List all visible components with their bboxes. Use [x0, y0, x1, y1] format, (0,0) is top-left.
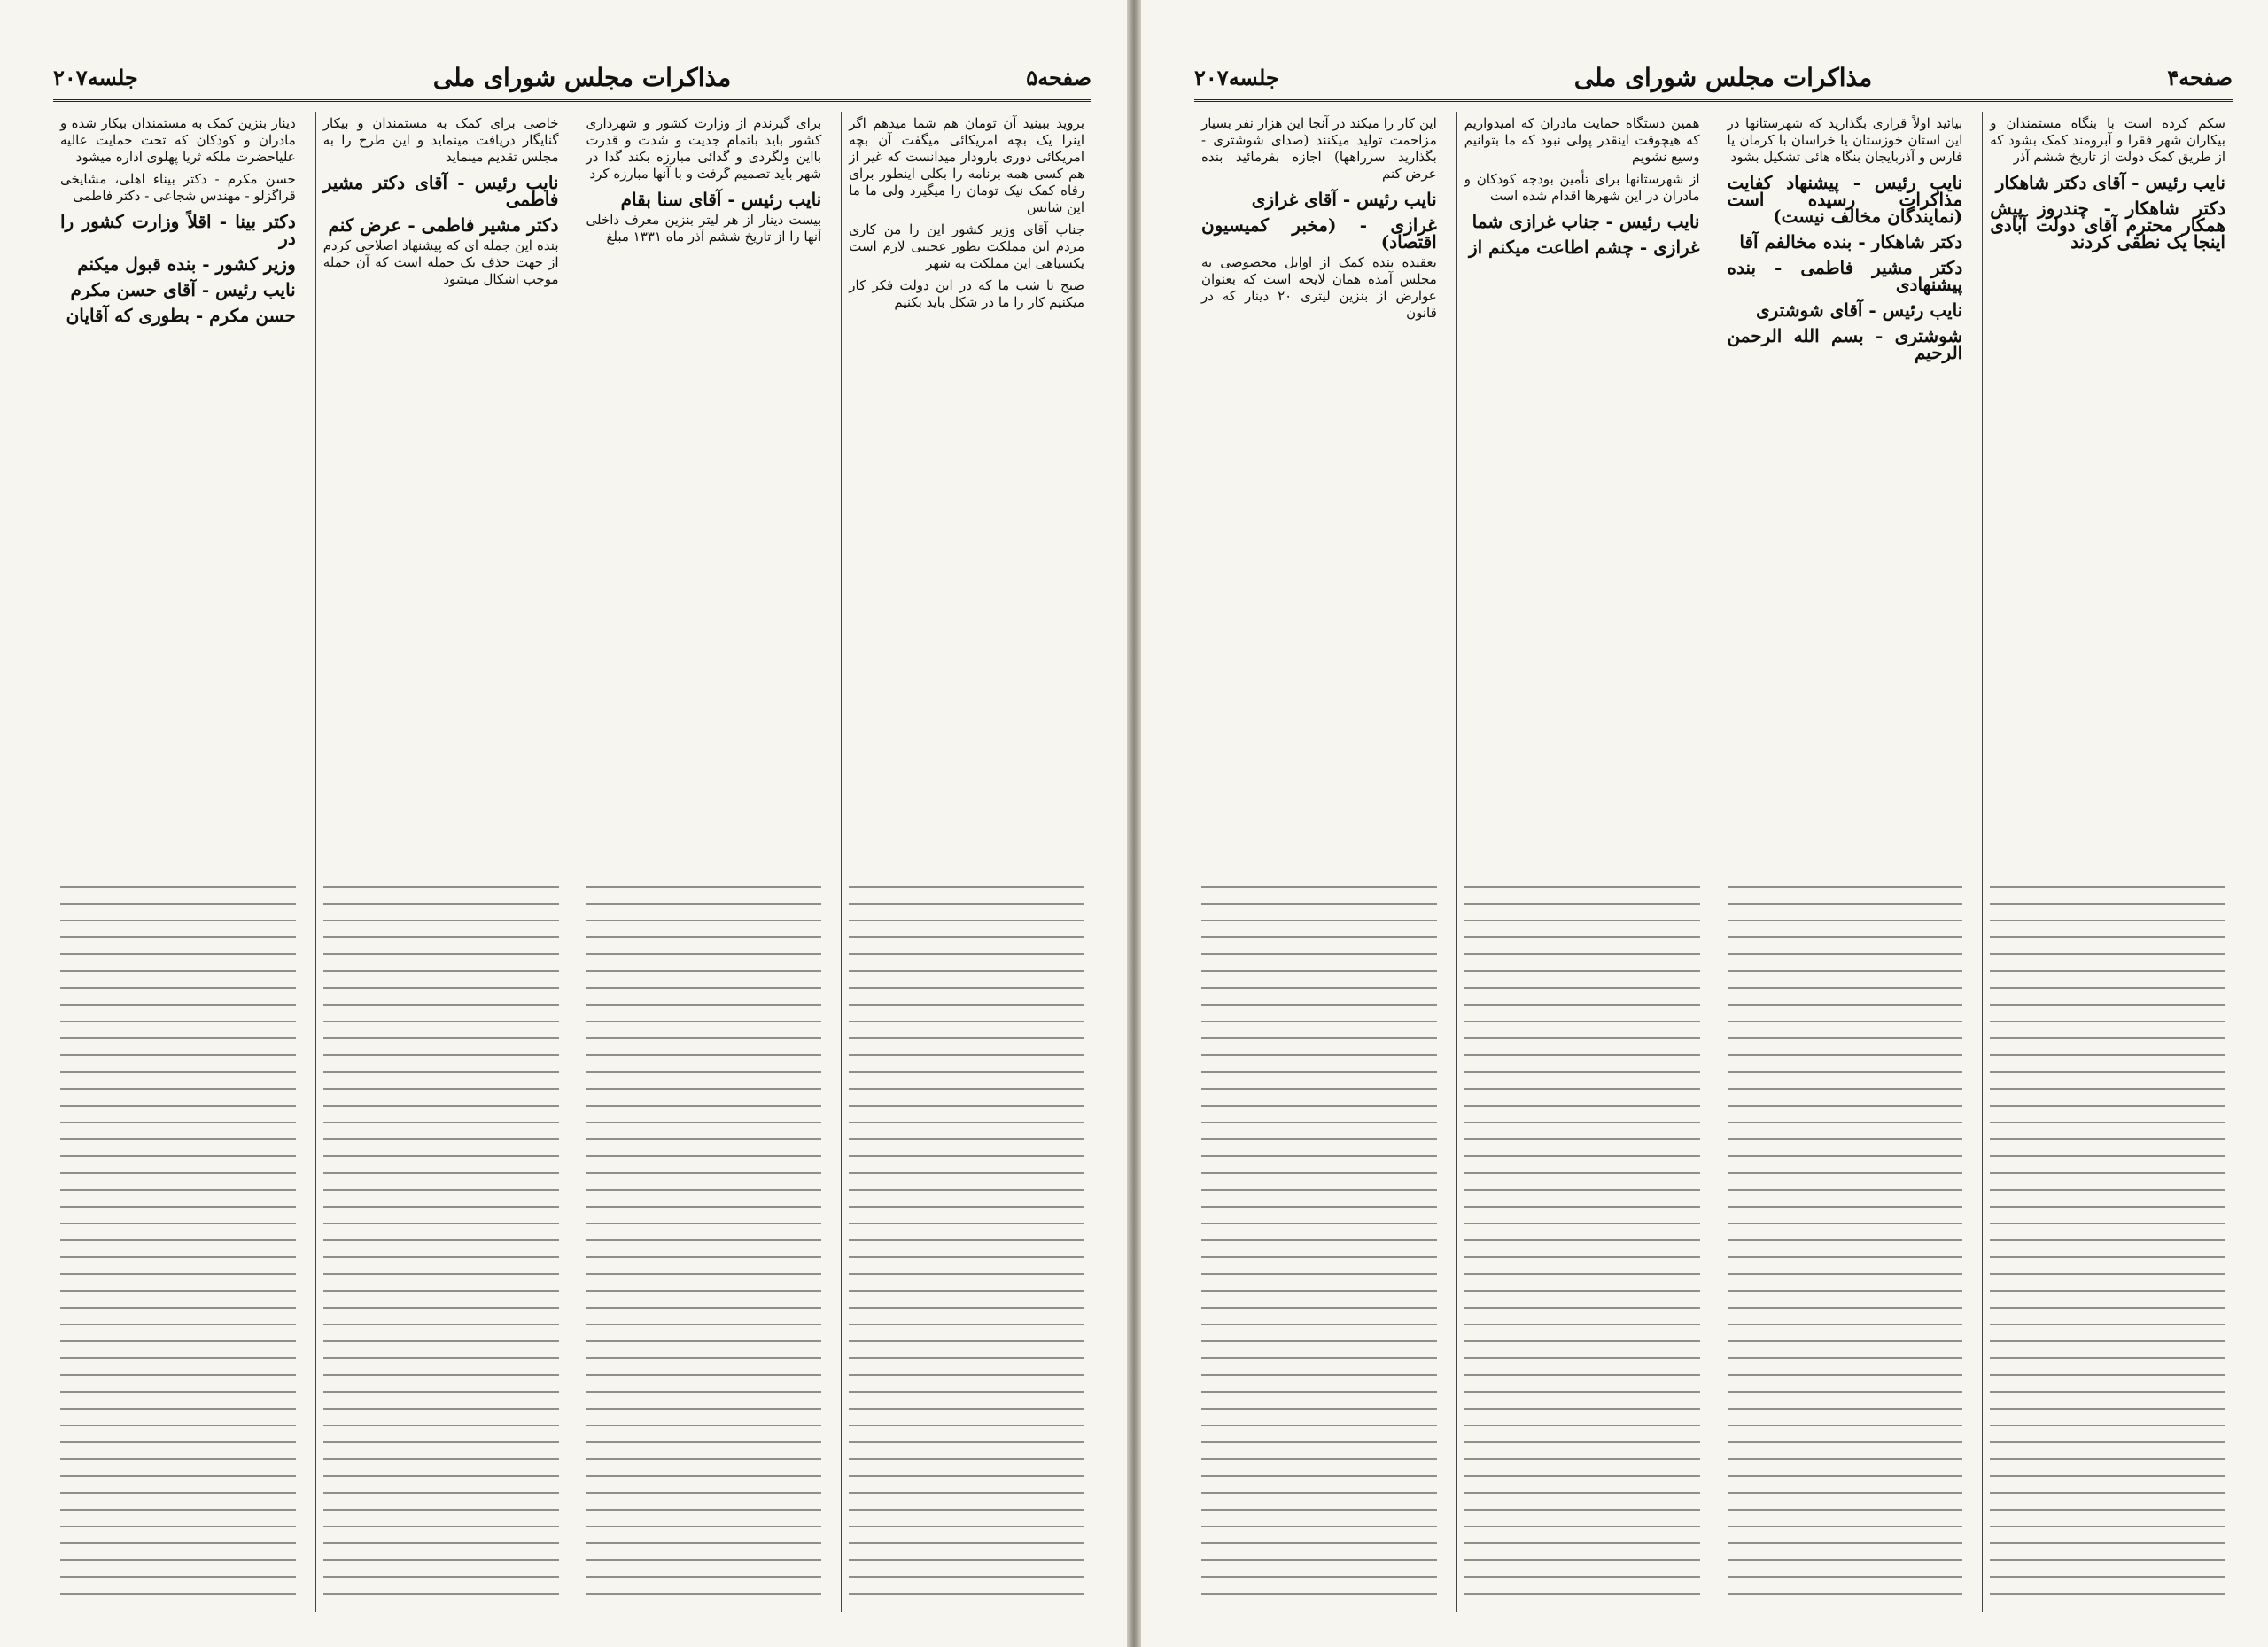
speaker-heading: غرازی - چشم اطاعت میکنم از	[1469, 237, 1700, 258]
speaker-heading: نایب رئیس - آقای شوشتری	[1756, 299, 1963, 321]
right-page-header	[1194, 55, 2233, 102]
speaker-heading: نایب رئیس - آقای دکتر شاهکار	[1995, 172, 2225, 193]
text-lines	[60, 886, 296, 1606]
speaker-heading: دکتر بینا - اقلاً وزارت کشور را در	[60, 211, 296, 249]
speaker-heading: نایب رئیس - جناب غرازی شما	[1472, 211, 1700, 232]
left-column-3	[315, 112, 566, 1612]
page-gutter	[1127, 0, 1141, 1647]
left-page-header	[53, 55, 1091, 102]
right-column-3	[1456, 112, 1707, 1612]
paragraph: بنده این جمله ای که پیشنهاد اصلاحی کردم از جهت حذف یک جمله است که آن جمله موجب اشکال میشود	[322, 237, 559, 287]
left-page-title: مذاکرات مجلس شورای ملی	[432, 62, 732, 92]
text-lines	[1728, 886, 1963, 1606]
paragraph: بعقیده بنده کمک از اوایل مخصوصی به مجلس آمده همان لایحه است که بعنوان عوارض از بنزین لیتری ۲۰ دینار که در قانون	[1201, 254, 1437, 321]
right-page-columns	[1194, 112, 2233, 1612]
text-lines	[323, 886, 559, 1606]
right-column-1	[1982, 112, 2233, 1612]
right-page	[1141, 0, 2268, 1647]
right-page-number: صفحه۴	[2167, 64, 2233, 90]
paragraph: بروید ببینید آن تومان هم شما میدهم اگر اینرا یک بچه امریکائی میگفت آن بچه امریکائی دوری بارودار میدانست که غیر از هم کسی همه برنامه را بکلی اینطور برای رفاه کمک نیک تومان را میگیرد ولی ما ما این شانس	[849, 115, 1084, 215]
speaker-heading: نایب رئیس - آقای سنا بقام	[620, 189, 822, 210]
speaker-heading: نایب رئیس - آقای غرازی	[1251, 189, 1437, 210]
text-lines	[1990, 886, 2225, 1606]
left-page-number: صفحه۵	[1026, 64, 1091, 90]
speaker-heading: شوشتری - بسم الله الرحمن الرحیم	[1727, 325, 1963, 363]
text-lines	[1201, 886, 1437, 1606]
paragraph: بیائید اولاً قراری بگذارید که شهرستانها در این استان خوزستان یا خراسان با کرمان یا فارس و آذربایجان بنگاه هائی تشکیل بشود	[1727, 115, 1963, 165]
paragraph: از شهرستانها برای تأمین بودجه کودکان و مادران در این شهرها اقدام شده است	[1464, 171, 1700, 204]
paragraph: این کار را میکند در آنجا این هزار نفر بسیار مزاحمت تولید میکنند (صدای شوشتری - بگذارید سرراهها) اجازه بفرمائید بنده عرض کنم	[1201, 115, 1437, 182]
speaker-heading: نایب رئیس - آقای حسن مکرم	[70, 279, 296, 300]
speaker-heading: دکتر شاهکار - چندروز پیش همکار محترم آقای دولت آبادی اینجا یک نطقی کردند	[1990, 198, 2225, 252]
paragraph: بیست دینار از هر لیتر بنزین معرف داخلی آنها را از تاریخ ششم آذر ماه ۱۳۳۱ مبلغ	[586, 212, 822, 245]
left-page	[0, 0, 1127, 1647]
speaker-heading: نایب رئیس - آقای دکتر مشیر فاطمی	[322, 172, 559, 210]
left-page-columns	[53, 112, 1091, 1612]
speaker-heading: غرازی - (مخبر کمیسیون اقتصاد)	[1201, 214, 1437, 252]
speaker-heading: وزیر کشور - بنده قبول میکنم	[77, 253, 296, 275]
paragraph: حسن مکرم - دکتر بیناء اهلی، مشایخی قراگزلو - مهندس شجاعی - دکتر فاطمی	[60, 171, 296, 204]
text-lines	[849, 886, 1084, 1606]
speaker-heading: دکتر شاهکار - بنده مخالفم آقا	[1739, 231, 1963, 252]
text-lines	[1464, 886, 1700, 1606]
paragraph: دینار بنزین کمک به مستمندان بیکار شده و مادران و کودکان که تحت حمایت عالیه علیاحضرت ملکه ثریا پهلوی اداره میشود	[60, 115, 296, 165]
right-column-4	[1194, 112, 1444, 1612]
left-column-2	[579, 112, 829, 1612]
paragraph: سکم کرده است با بنگاه مستمندان و بیکاران شهر فقرا و آبرومند کمک بشود که از طریق کمک دولت از تاریخ ششم آذر	[1990, 115, 2225, 165]
speaker-heading: دکتر مشیر فاطمی - بنده پیشنهادی	[1727, 257, 1963, 295]
paragraph: برای گیرندم از وزارت کشور و شهرداری کشور باید باتمام جدیت و شدت و قدرت بااین ولگردی و گدائی مبارزه بکند گدا در شهر باید تصمیم گرفت و با آنها مبارزه کرد	[586, 115, 822, 182]
paragraph: خاصی برای کمک به مستمندان و بیکار گنایگار دریافت مینماید و این طرح را به مجلس تقدیم مینماید	[322, 115, 559, 165]
speaker-heading: نایب رئیس - پیشنهاد کفایت مذاکرات رسیده است (نمایندگان مخالف نیست)	[1727, 172, 1963, 227]
left-column-4	[53, 112, 303, 1612]
right-column-2	[1720, 112, 1970, 1612]
speaker-heading: حسن مکرم - بطوری که آقایان	[66, 305, 296, 326]
paragraph: جناب آقای وزیر کشور این را من کاری مردم این مملکت بطور عجیبی لازم است یکسیاهی این مملکت به شهر	[849, 221, 1084, 271]
text-lines	[586, 886, 822, 1606]
right-session-number: جلسه۲۰۷	[1194, 64, 1279, 90]
left-session-number: جلسه۲۰۷	[53, 64, 138, 90]
speaker-heading: دکتر مشیر فاطمی - عرض کنم	[328, 214, 559, 236]
paragraph: همین دستگاه حمایت مادران که امیدواریم که هیچوقت اینقدر پولی نبود که ما بتوانیم وسیع نشویم	[1464, 115, 1700, 165]
paragraph: صبح تا شب ما که در این دولت فکر کار میکنیم کار را ما در شکل باید بکنیم	[849, 277, 1084, 310]
left-column-1	[841, 112, 1091, 1612]
right-page-title: مذاکرات مجلس شورای ملی	[1573, 62, 1873, 92]
